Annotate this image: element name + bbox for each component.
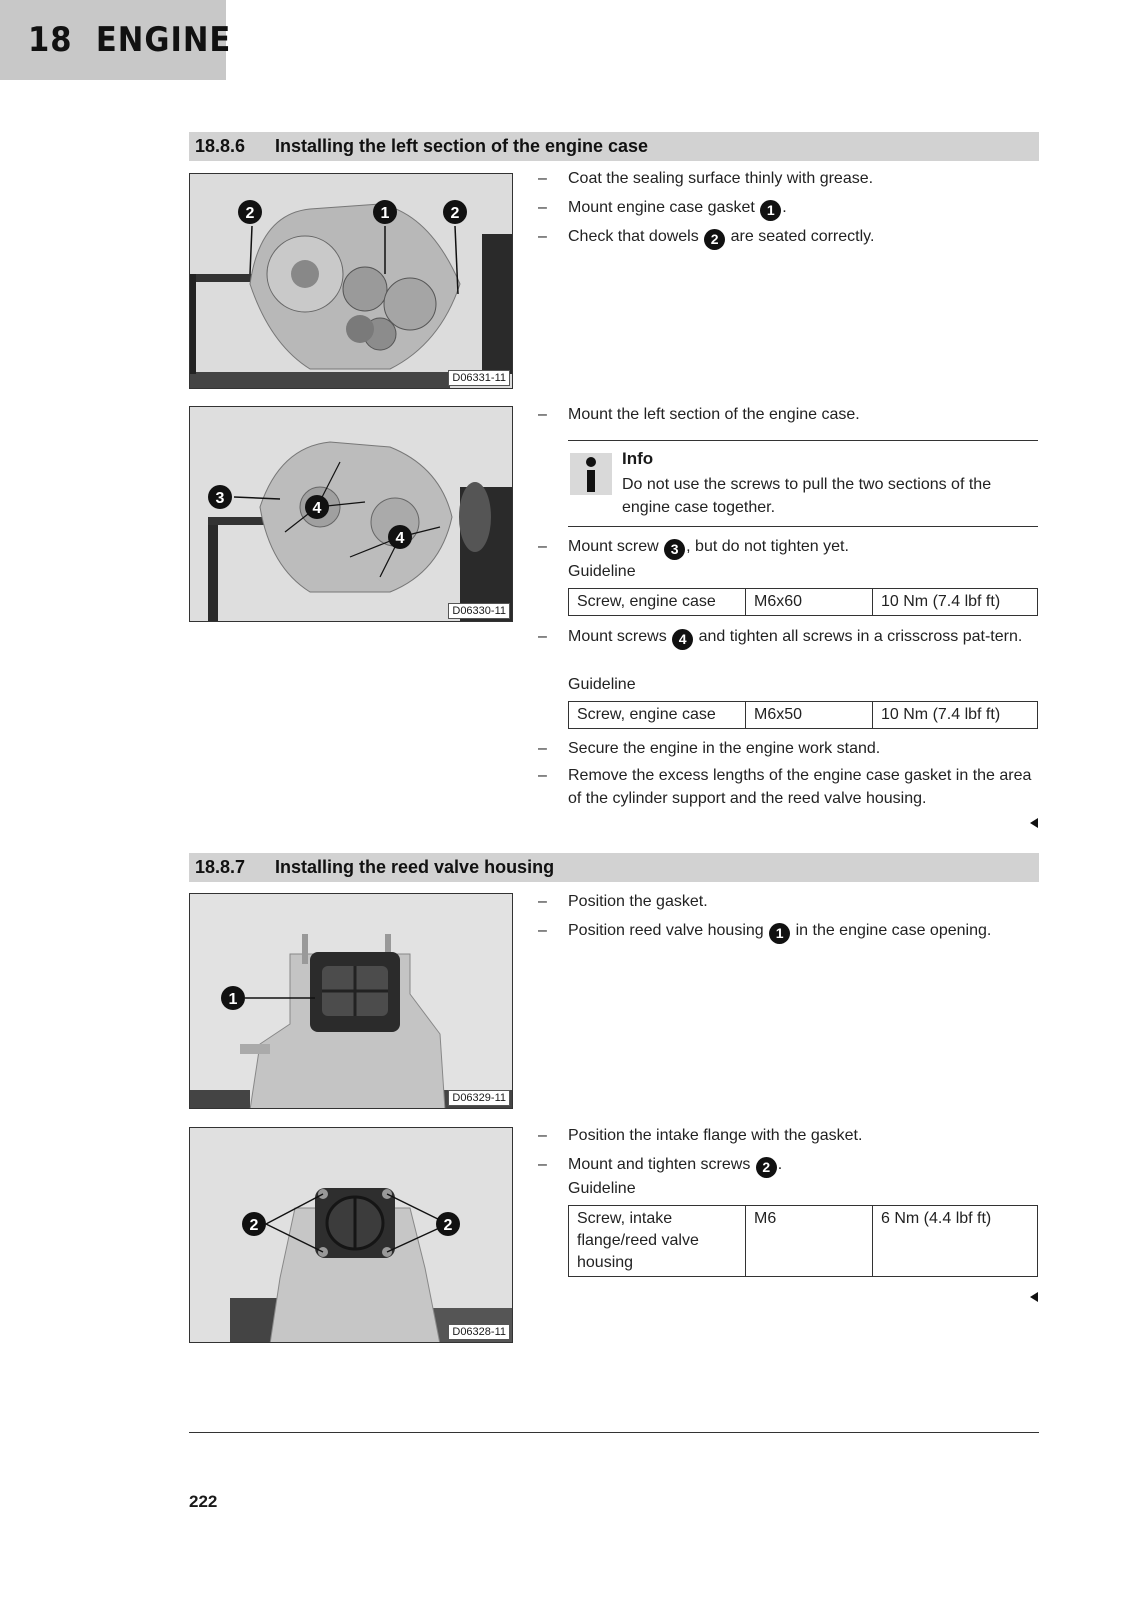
callout-1: 1 bbox=[228, 991, 238, 1008]
step-text: are seated correctly. bbox=[730, 228, 875, 245]
step-dash: – bbox=[538, 406, 547, 423]
engine-photo-illustration bbox=[190, 1128, 513, 1343]
info-title: Info bbox=[622, 449, 654, 468]
info-box bbox=[568, 440, 1038, 527]
callout-4: 4 bbox=[312, 500, 322, 517]
spec-row bbox=[569, 1206, 1038, 1277]
spec-name: Screw, engine case bbox=[569, 702, 746, 729]
footer-rule bbox=[189, 1432, 1039, 1433]
step-dash: – bbox=[538, 170, 547, 187]
step-text: in the engine case opening. bbox=[795, 922, 992, 939]
figure-code: D06331-11 bbox=[448, 370, 510, 386]
section-end-marker bbox=[1030, 818, 1038, 828]
section-title: Installing the reed valve housing bbox=[275, 857, 555, 877]
spec-size: M6 bbox=[746, 1206, 873, 1277]
callout-1: 1 bbox=[380, 205, 390, 222]
spec-torque: 6 Nm (4.4 lbf ft) bbox=[873, 1206, 1038, 1277]
callout-bubble: 2 bbox=[704, 229, 725, 250]
figure-intake-flange bbox=[189, 1127, 513, 1343]
step-text: Position the gasket. bbox=[568, 893, 708, 910]
spec-size: M6x60 bbox=[746, 589, 873, 616]
callout-2-left: 2 bbox=[245, 205, 255, 222]
spec-table bbox=[568, 1205, 1038, 1277]
spec-table bbox=[568, 701, 1038, 729]
callout-bubble: 1 bbox=[769, 923, 790, 944]
guideline-label: Guideline bbox=[568, 563, 636, 580]
step-text: Position the intake flange with the gasket. bbox=[568, 1127, 863, 1144]
callout-3: 3 bbox=[215, 490, 225, 507]
step-text: Remove the excess lengths of the engine case gasket in the area of the cylinder support and the reed valve housing. bbox=[568, 767, 1032, 807]
figure-code: D06329-11 bbox=[448, 1090, 510, 1106]
figure-code: D06328-11 bbox=[448, 1324, 510, 1340]
step-text: . bbox=[777, 1156, 783, 1173]
callout-2-left: 2 bbox=[249, 1217, 259, 1234]
step-text: Mount screw bbox=[568, 538, 659, 555]
guideline-label: Guideline bbox=[568, 1180, 636, 1197]
spec-row bbox=[569, 702, 1038, 729]
section-number: 18.8.7 bbox=[195, 857, 246, 877]
callout-2-right: 2 bbox=[450, 205, 460, 222]
spec-torque: 10 Nm (7.4 lbf ft) bbox=[873, 589, 1038, 616]
step-text: Check that dowels bbox=[568, 228, 699, 245]
step-text: Position reed valve housing bbox=[568, 922, 764, 939]
step-dash: – bbox=[538, 893, 547, 910]
step-dash: – bbox=[538, 1156, 547, 1173]
section-number: 18.8.6 bbox=[195, 136, 246, 156]
step-dash: – bbox=[538, 767, 547, 784]
step-text: Mount engine case gasket bbox=[568, 199, 755, 216]
step-text: Coat the sealing surface thinly with grease. bbox=[568, 170, 874, 187]
step-text: and tighten all screws in a crisscross pat-tern. bbox=[698, 628, 1023, 645]
step-text: Mount screws bbox=[568, 628, 667, 645]
step-dash: – bbox=[538, 1127, 547, 1144]
figure-engine-case-gasket bbox=[189, 173, 513, 389]
step-dash: – bbox=[538, 228, 547, 245]
chapter-tab bbox=[0, 0, 232, 80]
page-number: 222 bbox=[189, 1492, 218, 1511]
step-text: . bbox=[782, 199, 787, 216]
callout-bubble: 1 bbox=[760, 200, 781, 221]
spec-row bbox=[569, 589, 1038, 616]
info-icon bbox=[570, 453, 612, 495]
engine-photo-illustration bbox=[190, 407, 513, 622]
spec-name: Screw, engine case bbox=[569, 589, 746, 616]
callout-bubble: 3 bbox=[664, 539, 685, 560]
step-text: Secure the engine in the engine work stand. bbox=[568, 740, 881, 757]
step-text: Mount and tighten screws bbox=[568, 1156, 751, 1173]
callout-4: 4 bbox=[395, 530, 405, 547]
spec-size: M6x50 bbox=[746, 702, 873, 729]
step-dash: – bbox=[538, 628, 547, 645]
callout-2-right: 2 bbox=[443, 1217, 453, 1234]
chapter-label: 18 ENGINE bbox=[28, 20, 232, 60]
spec-name: Screw, intake flange/reed valve housing bbox=[569, 1206, 746, 1277]
callout-bubble: 4 bbox=[672, 629, 693, 650]
spec-torque: 10 Nm (7.4 lbf ft) bbox=[873, 702, 1038, 729]
callout-bubble: 2 bbox=[756, 1157, 777, 1178]
figure-reed-valve-housing bbox=[189, 893, 513, 1109]
step-dash: – bbox=[538, 199, 547, 216]
step-text: , but do not tighten yet. bbox=[686, 538, 849, 555]
section-title: Installing the left section of the engine case bbox=[275, 136, 649, 156]
guideline-label: Guideline bbox=[568, 676, 636, 693]
info-text: Do not use the screws to pull the two sections of the engine case together. bbox=[622, 476, 992, 516]
step-text: Mount the left section of the engine case. bbox=[568, 406, 860, 423]
step-dash: – bbox=[538, 538, 547, 555]
step-dash: – bbox=[538, 740, 547, 757]
figure-code: D06330-11 bbox=[448, 603, 510, 619]
section-header bbox=[189, 132, 1039, 161]
step-dash: – bbox=[538, 922, 547, 939]
engine-photo-illustration bbox=[190, 894, 513, 1109]
section-end-marker bbox=[1030, 1292, 1038, 1302]
section-header bbox=[189, 853, 1039, 882]
figure-left-engine-case bbox=[189, 406, 513, 622]
spec-table bbox=[568, 588, 1038, 616]
engine-photo-illustration bbox=[190, 174, 513, 389]
